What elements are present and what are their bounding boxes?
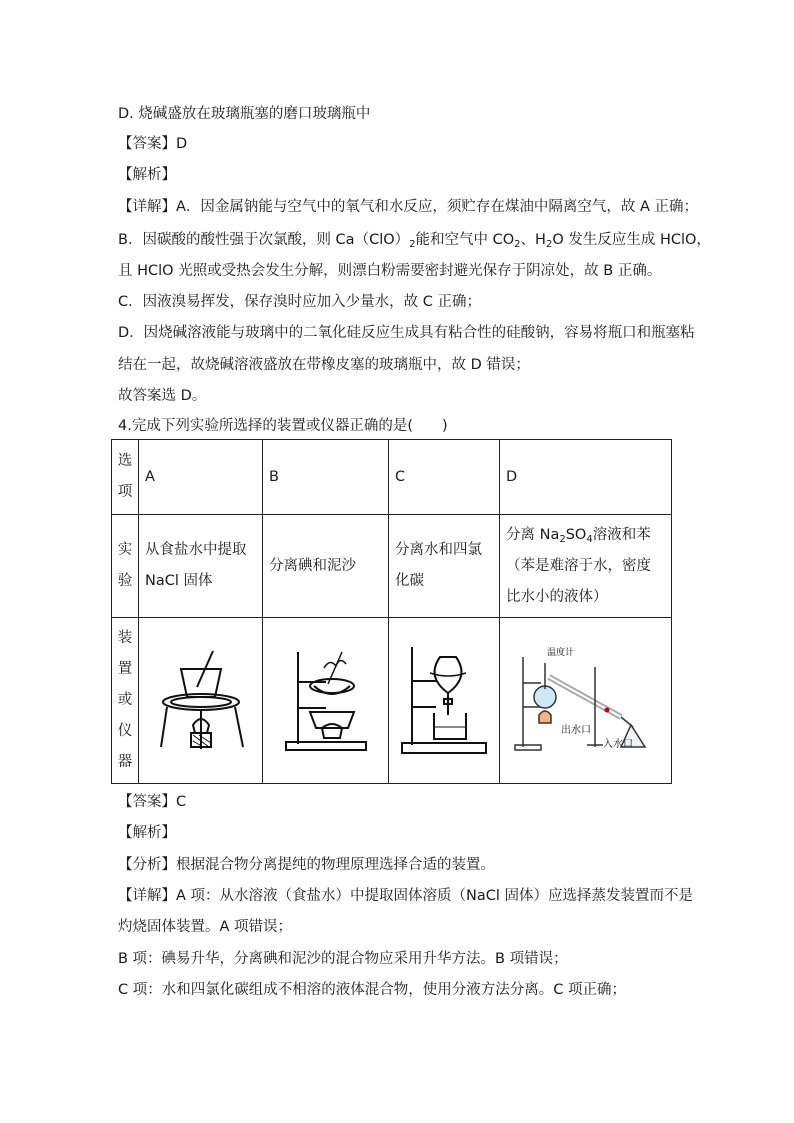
detail-c-2: C 项：水和四氯化碳组成不相溶的液体混合物，使用分液方法分离。C 项正确；	[118, 982, 626, 998]
crucible-on-tripod-icon	[153, 647, 249, 755]
label-thermometer: 温度计	[546, 647, 574, 658]
apparatus-a-evaporation	[139, 618, 263, 784]
option-d-text: D. 烧碱盛放在玻璃瓶塞的磨口玻璃瓶中	[118, 106, 371, 122]
detail-a-line1: 【详解】A 项：从水溶液（食盐水）中提取固体溶质（NaCl 固体）应选择蒸发装置而不是	[118, 888, 694, 904]
question-4-table	[111, 439, 672, 784]
analysis-title: 【解析】	[118, 167, 176, 183]
experiment-d: 分离 $Na_2SO_4$溶液和苯（苯是难溶于水，密度比水小的液体）	[500, 515, 672, 618]
option-b: B	[263, 440, 389, 515]
apparatus-b-sublimation	[263, 618, 389, 784]
answer-label: 【答案】D	[118, 136, 188, 152]
apparatus-c-separatory-funnel	[389, 618, 500, 784]
detail-b-2: B 项：碘易升华，分离碘和泥沙的混合物应采用升华方法。B 项错误；	[118, 951, 568, 967]
question-4-stem: 4.完成下列实验所选择的装置或仪器正确的是( )	[118, 418, 448, 434]
conclusion: 故答案选 D。	[118, 388, 207, 404]
experiment-a: 从食盐水中提取NaCl 固体	[139, 515, 263, 618]
row-header-experiment: 实验	[112, 515, 139, 618]
analysis-title-2: 【解析】	[118, 825, 176, 841]
answer-label-2: 【答案】C	[118, 794, 187, 810]
option-a: A	[139, 440, 263, 515]
apparatus-d-distillation	[500, 618, 672, 784]
detail-a: 【详解】A．因金属钠能与空气中的氧气和水反应，须贮存在煤油中隔离空气，故 A 正确；	[118, 199, 699, 215]
detail-d-line1: D．因烧碱溶液能与玻璃中的二氧化硅反应生成具有粘合性的硅酸钠，容易将瓶口和瓶塞粘	[118, 325, 695, 341]
detail-b-line2: 且 HClO 光照或受热会发生分解，则漂白粉需要密封避光保存于阴凉处，故 B 正确。	[118, 263, 662, 279]
row-header-apparatus: 装置或仪器	[112, 618, 139, 784]
distillation-setup-icon	[511, 643, 661, 759]
detail-d-line2: 结在一起，故烧碱溶液盛放在带橡皮塞的玻璃瓶中，故 D 错误；	[118, 357, 530, 373]
option-d: D	[500, 440, 672, 515]
option-c: C	[389, 440, 500, 515]
experiment-c: 分离水和四氯化碳	[389, 515, 500, 618]
detail-c: C．因液溴易挥发，保存溴时应加入少量水，故 C 正确；	[118, 294, 481, 310]
detail-b-line1: B．因碳酸的酸性强于次氯酸，则 $Ca(ClO)_2$能和空气中 $CO_2$、$H_2O$ 发生反应生成 HClO，	[118, 232, 711, 250]
detail-a-line2: 灼烧固体装置。A 项错误；	[118, 919, 293, 935]
row-header-option: 选项	[112, 440, 139, 515]
label-water-in: 入水口	[602, 738, 633, 750]
sublimation-setup-icon	[276, 646, 376, 756]
separatory-funnel-icon	[396, 643, 492, 759]
summary: 【分析】根据混合物分离提纯的物理原理选择合适的装置。	[118, 857, 495, 873]
label-water-out: 出水口	[560, 724, 591, 736]
experiment-b: 分离碘和泥沙	[263, 515, 389, 618]
